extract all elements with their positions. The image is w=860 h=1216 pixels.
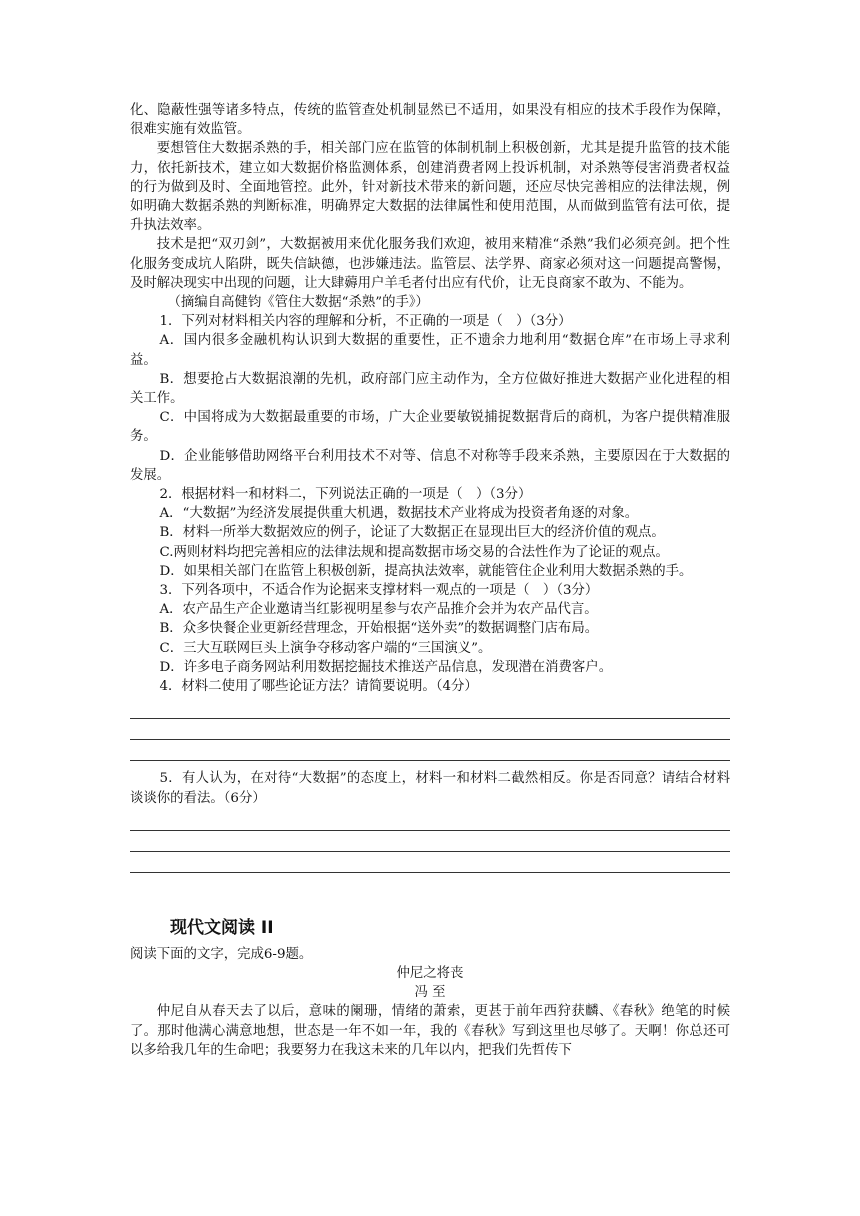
q2-option-b: B．材料一所举大数据效应的例子，论证了大数据正在显现出巨大的经济价值的观点。 <box>159 525 665 541</box>
answer-line[interactable] <box>130 740 730 761</box>
story-author: 冯 至 <box>414 985 446 1001</box>
answer-line[interactable] <box>130 698 730 719</box>
q1-stem: 1．下列对材料相关内容的理解和分析，不正确的一项是（ ）（3分） <box>159 314 572 330</box>
question-2 <box>130 485 730 581</box>
material2-para-2: 要想管住大数据杀熟的手，相关部门应在监管的体制机制上积极创新，尤其是提升监管的技术能力，依托新技术，建立如大数据价格监测体系，创建消费者网上投诉机制，对杀熟等侵害消费者权益的行为做到及时、全面地管控。此外，针对新技术带来的新问题，还应尽快完善相应的法律法规，例如明确大数据杀熟的判断标准，明确界定大数据的法律属性和使用范围，从而做到监管有法可依，提升执法效率。 <box>130 141 730 234</box>
answer-line[interactable] <box>130 852 730 873</box>
q5-answer-lines[interactable] <box>130 810 730 873</box>
question-1 <box>130 312 730 485</box>
material2-para-cont: 化、隐蔽性强等诸多特点，传统的监管查处机制显然已不适用，如果没有相应的技术手段作为保障，很难实施有效监管。 <box>130 103 730 138</box>
q5-stem: 5．有人认为，在对待“大数据”的态度上，材料一和材料二截然相反。你是否同意？请结合材料谈谈你的看法。（6分） <box>130 771 730 806</box>
q1-option-d: D．企业能够借助网络平台利用技术不对等、信息不对称等手段来杀熟，主要原因在于大数据的发展。 <box>130 448 730 483</box>
story-para-1: 仲尼自从春天去了以后，意味的阑珊，情绪的萧索，更甚于前年西狩获麟、《春秋》绝笔的时候了。那时他满心满意地想，世态是一年不如一年，我的《春秋》写到这里也尽够了。天啊！你总还可以多给我几年的生命吧；我要努力在我这未来的几年以内，把我们先哲传下 <box>130 1004 730 1058</box>
q2-stem: 2．根据材料一和材料二，下列说法正确的一项是（ ）（3分） <box>159 487 532 503</box>
story-title: 仲尼之将丧 <box>396 965 464 981</box>
answer-line[interactable] <box>130 810 730 831</box>
document-page <box>130 101 730 1060</box>
q2-option-a: A．“大数据”为经济发展提供重大机遇，数据技术产业将成为投资者角逐的对象。 <box>159 506 639 522</box>
q1-option-b: B．想要抢占大数据浪潮的先机，政府部门应主动作为，全方位做好推进大数据产业化进程的相关工作。 <box>130 371 730 407</box>
q3-option-a: A．农产品生产企业邀请当红影视明星参与农产品推介会并为农产品代言。 <box>159 602 598 618</box>
q4-stem: 4．材料二使用了哪些论证方法？请简要说明。（4分） <box>159 679 478 695</box>
section-title: 现代文阅读 II <box>170 917 274 938</box>
q3-option-d: D．许多电子商务网站利用数据挖掘技术推送产品信息，发现潜在消费客户。 <box>159 659 613 675</box>
material2-para-3: 技术是把“双刃剑”，大数据被用来优化服务我们欢迎，被用来精准“杀熟”我们必须亮剑。把个性化服务变成坑人陷阱，既失信缺德，也涉嫌违法。监管层、法学界、商家必须对这一问题提高警惕，及时解决现实中出现的问题，让大肆薅用户羊毛者付出应有代价，让无良商家不敢为、不能为。 <box>130 237 730 291</box>
section-instruction: 阅读下面的文字，完成6-9题。 <box>130 946 313 962</box>
question-5 <box>130 769 730 872</box>
q3-option-c: C．三大互联网巨头上演争夺移动客户端的“三国演义”。 <box>159 640 492 656</box>
question-4 <box>130 677 730 761</box>
q2-option-c: C.两则材料均把完善相应的法律法规和提高数据市场交易的合法性作为了论证的观点。 <box>159 544 669 560</box>
q3-option-b: B．众多快餐企业更新经营理念，开始根据“送外卖”的数据调整门店布局。 <box>159 621 599 637</box>
answer-line[interactable] <box>130 719 730 740</box>
q4-answer-lines[interactable] <box>130 698 730 761</box>
answer-line[interactable] <box>130 831 730 852</box>
q1-option-a: A．国内很多金融机构认识到大数据的重要性，正不遗余力地利用“数据仓库”在市场上寻求利益。 <box>130 333 730 368</box>
material2-source: （摘编自高健钧《管住大数据“杀熟”的手》） <box>167 295 429 311</box>
question-3 <box>130 581 730 677</box>
q3-stem: 3．下列各项中，不适合作为论据来支撑材料一观点的一项是（ ）（3分） <box>159 583 599 599</box>
q1-option-c: C．中国将成为大数据最重要的市场，广大企业要敏锐捕捉数据背后的商机，为客户提供精准服务。 <box>130 410 730 445</box>
q2-option-d: D．如果相关部门在监管上积极创新，提高执法效率，就能管住企业利用大数据杀熟的手。 <box>159 563 693 579</box>
